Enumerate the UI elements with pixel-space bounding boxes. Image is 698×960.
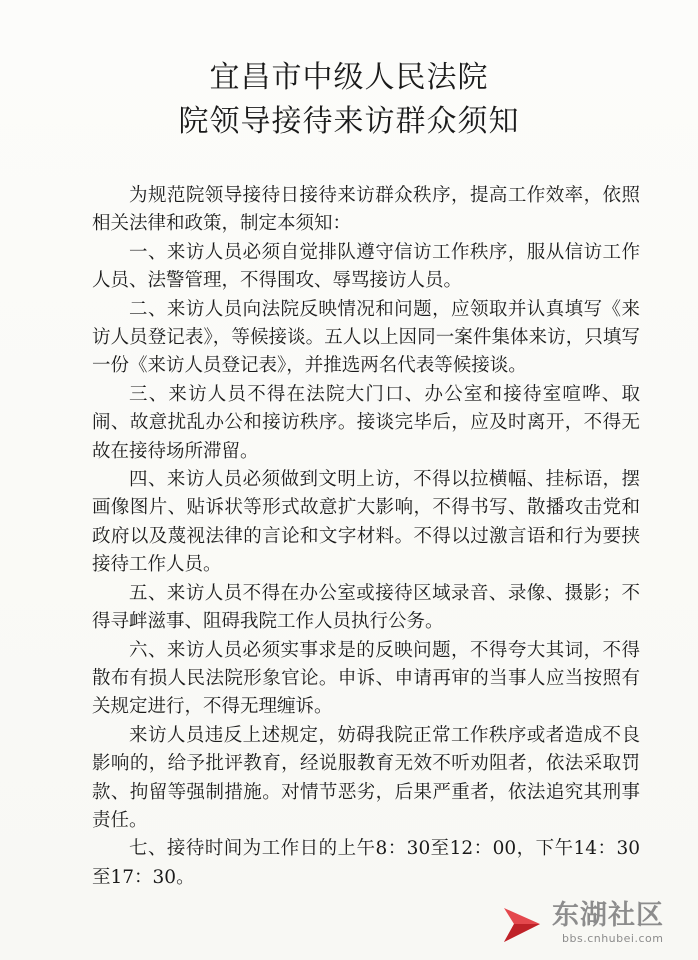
red-arrow-logo-icon: [500, 902, 546, 946]
site-watermark: [500, 900, 690, 950]
watermark-site-name: 东湖社区: [552, 900, 664, 931]
paragraph-penalty: 来访人员违反上述规定，妨碍我院正常工作秩序或者造成不良影响的，给予批评教育，经说服教育无效不听劝阻者，依法采取罚款、拘留等强制措施。对情节恶劣，后果严重者，依法追究其刑事责任。: [92, 724, 640, 831]
watermark-url: bbs.cnhubei.com: [562, 932, 664, 945]
document-title-court: 宜昌市中级人民法院: [209, 60, 489, 95]
paragraph-rule-7-hours: 七、接待时间为工作日的上午8：30至12：00，下午14：30至17：30。: [92, 838, 640, 888]
paragraph-rule-6: 六、来访人员必须实事求是的反映问题，不得夸大其词，不得散布有损人民法院形象官论。申诉、申请再审的当事人应当按照有关规定进行，不得无理缠诉。: [92, 639, 640, 718]
paragraph-rule-2: 二、来访人员向法院反映情况和问题，应领取并认真填写《来访人员登记表》，等候接谈。五人以上因同一案件集体来访，只填写一份《来访人员登记表》，并推选两名代表等候接谈。: [92, 298, 640, 377]
paragraph-rule-4: 四、来访人员必须做到文明上访，不得以拉横幅、挂标语，摆画像图片、贴诉状等形式故意扩大影响，不得书写、散播攻击党和政府以及蔑视法律的言论和文字材料。不得以过激言语和行为要挟接待工作人员。: [92, 469, 640, 576]
document-title-notice: 院领导接待来访群众须知: [178, 104, 520, 139]
paragraph-rule-3: 三、来访人员不得在法院大门口、办公室和接待室喧哗、取闹、故意扰乱办公和接访秩序。接谈完毕后，应及时离开，不得无故在接待场所滞留。: [92, 383, 640, 462]
paragraph-intro: 为规范院领导接待日接待来访群众秩序，提高工作效率，依照相关法律和政策，制定本须知：: [92, 185, 640, 235]
paragraph-rule-1: 一、来访人员必须自觉排队遵守信访工作秩序，服从信访工作人员、法警管理，不得围攻、辱骂接访人员。: [92, 241, 640, 292]
paragraph-rule-5: 五、来访人员不得在办公室或接待区域录音、录像、摄影；不得寻衅滋事、阻碍我院工作人员执行公务。: [92, 582, 640, 633]
document-body: [92, 182, 640, 892]
